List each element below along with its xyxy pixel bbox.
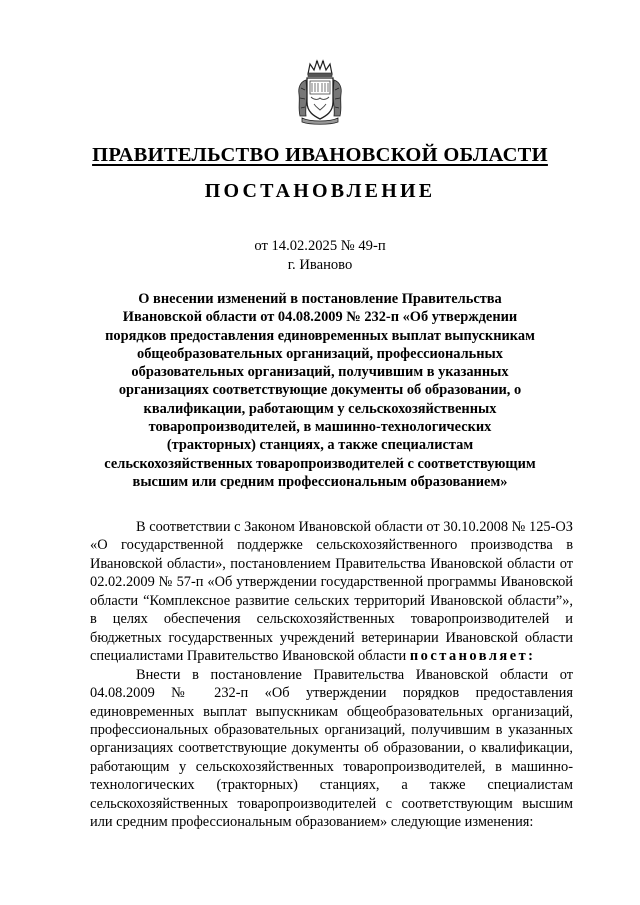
paragraph-amendment: Внести в постановление Правительства Ивановской области от 04.08.2009 № 232-п «Об утверждении порядков предоставления единовременных выплат выпускникам общеобразовательных организаций, профессиональных образовательных организаций, получившим в указанных организациях соответствующие документы об образовании, о квалификации, работающим у сельскохозяйственных товаропроизводителей, в машинно-технологических (тракторных) станциях, а также специалистам сельскохозяйственных товаропроизводителей с соответствующим высшим или средним профессиональным образованием» следующие изменения:: [90, 666, 573, 831]
document-body: [90, 518, 573, 832]
document-type: ПОСТАНОВЛЕНИЕ: [204, 180, 436, 202]
coat-of-arms-icon: [296, 58, 344, 126]
document-subject: О внесении изменений в постановление Правительства Ивановской области от 04.08.2009 № 232-п «Об утверждении порядков предоставления единовременных выплат выпускникам общеобразовательных организаций, профессиональных образовательных организаций, получившим в указанных организациях соответствующие документы об образовании, о квалификации, работающим у сельскохозяйственных товаропроизводителей, в машинно-технологических (тракторных) станциях, а также специалистам сельскохозяйственных товаропроизводителей с соответствующим высшим или средним профессиональным образованием»: [104, 291, 536, 490]
resolution-word: постановляет:: [409, 648, 536, 665]
city: г. Иваново: [287, 257, 353, 273]
government-title: ПРАВИТЕЛЬСТВО ИВАНОВСКОЙ ОБЛАСТИ: [92, 144, 548, 166]
date-number: от 14.02.2025 № 49-п: [254, 238, 386, 254]
preamble-text: В соответствии с Законом Ивановской области от 30.10.2008 № 125-ОЗ «О государственной поддержке сельскохозяйственного производства в Ивановской области», постановлением Правительства Ивановской области от 02.02.2009 № 57-п «Об утверждении государственной программы Ивановской области “Комплексное развитие сельских территорий Ивановской области”», в целях обеспечения сельскохозяйственных товаропроизводителей и бюджетных государственных учреждений ветеринарии Ивановской области специалистами Правительство Ивановской области: [90, 519, 573, 665]
paragraph-preamble: [90, 518, 573, 666]
